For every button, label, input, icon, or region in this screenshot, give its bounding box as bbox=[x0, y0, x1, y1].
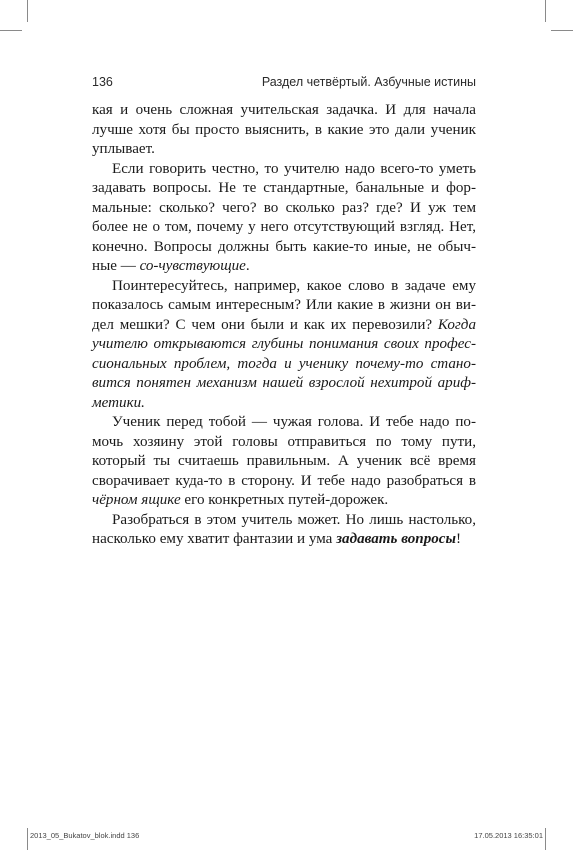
text-run: Разобраться в этом учитель может. Но лишь настолько, насколько ему хватит фантазии и ума bbox=[92, 511, 476, 547]
paragraph bbox=[92, 277, 476, 414]
emphasis-text: задавать вопросы bbox=[336, 531, 456, 547]
crop-mark-bottom-left bbox=[27, 828, 28, 850]
text-run: . bbox=[245, 258, 250, 274]
emphasis-text: Когда учителю открываются глубины понимания своих профессиональных проблем, тогда и ученику почему-то становится понятен механизм нашей взрослой нехитрой арифметики. bbox=[92, 316, 476, 411]
paragraph bbox=[92, 160, 476, 277]
text-run: кая и очень сложная учительская задачка. И для начала лучше хотя бы просто выяснить, в какие это дали ученик уплывает. bbox=[92, 102, 476, 157]
text-run: Ученик перед тобой — чужая голова. И тебе надо помочь хозяину этой головы отправиться по тому пути, который ты считаешь правильным. А ученик всё время сворачивает куда-то в сторону. И тебе надо разобраться в bbox=[92, 414, 476, 489]
paragraph bbox=[92, 101, 476, 160]
crop-mark-left-top bbox=[0, 30, 22, 31]
crop-mark-top-right bbox=[545, 0, 546, 22]
paragraph bbox=[92, 511, 476, 550]
paragraph bbox=[92, 413, 476, 511]
emphasis-text: со-чувствующие bbox=[139, 258, 246, 274]
crop-mark-bottom-right bbox=[545, 828, 546, 850]
page-number: 136 bbox=[92, 75, 113, 89]
crop-mark-right-top bbox=[551, 30, 573, 31]
running-header bbox=[92, 75, 476, 95]
emphasis-text: чёрном ящике bbox=[92, 492, 181, 508]
print-footer bbox=[30, 831, 543, 843]
text-run: ! bbox=[455, 531, 461, 547]
text-run: его конкретных путей-дорожек. bbox=[180, 492, 389, 508]
text-run: Поинтересуйтесь, например, какое слово в задаче ему показалось самым интересным? Или какие в жизни он видел мешки? С чем они были и как их перевозили? bbox=[92, 277, 476, 333]
crop-mark-top-left bbox=[27, 0, 28, 22]
footer-timestamp: 17.05.2013 16:35:01 bbox=[474, 831, 543, 840]
body-text bbox=[92, 101, 476, 550]
section-title: Раздел четвёртый. Азбучные истины bbox=[261, 75, 476, 89]
text-run: Если говорить честно, то учителю надо всего-то уметь задавать вопросы. Не те стандартные, банальные и формальные: сколько? чего? во сколько раз? где? И уж тем более не о том, почему у него отсутствующий взгляд. Нет, конечно. Вопросы должны быть какие-то иные, не обычные — bbox=[92, 160, 476, 274]
footer-filename: 2013_05_Bukatov_blok.indd 136 bbox=[30, 831, 140, 840]
